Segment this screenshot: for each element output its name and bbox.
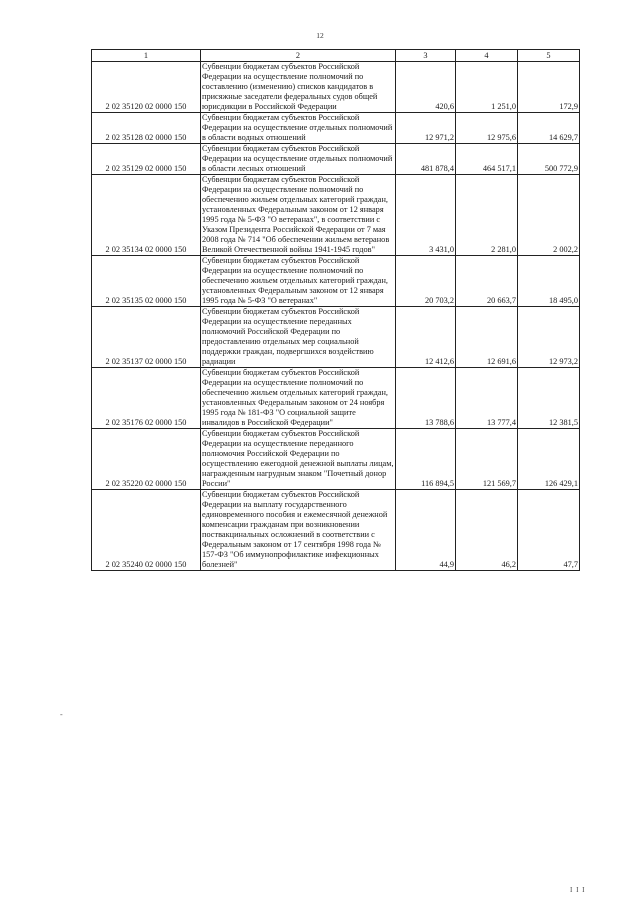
value-column-4: 121 569,7 <box>456 429 518 490</box>
value-column-4: 46,2 <box>456 490 518 571</box>
column-header-5: 5 <box>518 50 580 62</box>
table-row <box>92 175 580 256</box>
value-column-3: 20 703,2 <box>396 256 456 307</box>
value-column-3: 481 878,4 <box>396 144 456 175</box>
budget-code: 2 02 35176 02 0000 150 <box>92 368 201 429</box>
value-column-4: 13 777,4 <box>456 368 518 429</box>
budget-code: 2 02 35120 02 0000 150 <box>92 62 201 113</box>
table-row <box>92 307 580 368</box>
budget-code: 2 02 35128 02 0000 150 <box>92 113 201 144</box>
value-column-4: 464 517,1 <box>456 144 518 175</box>
value-column-4: 12 975,6 <box>456 113 518 144</box>
budget-code: 2 02 35129 02 0000 150 <box>92 144 201 175</box>
margin-mark: - <box>60 710 63 719</box>
page-number: 12 <box>316 31 324 40</box>
value-column-5: 2 002,2 <box>518 175 580 256</box>
subvention-description: Субвенции бюджетам субъектов Российской Федерации на осуществление переданных полномочий Российской Федерации по предоставлению отдельных мер социальной поддержки граждан, подвергшихся воздействию радиации <box>201 307 396 368</box>
value-column-3: 3 431,0 <box>396 175 456 256</box>
value-column-3: 44,9 <box>396 490 456 571</box>
budget-table <box>91 49 580 571</box>
column-header-4: 4 <box>456 50 518 62</box>
value-column-4: 2 281,0 <box>456 175 518 256</box>
table-row <box>92 256 580 307</box>
table-row <box>92 490 580 571</box>
column-header-1: 1 <box>92 50 201 62</box>
footer-mark: I I I <box>570 886 586 894</box>
subvention-description: Субвенции бюджетам субъектов Российской Федерации на осуществление полномочий по обеспечению жильем отдельных категорий граждан, установленных Федеральным законом от 12 января 1995 года № 5-ФЗ "О ветеранах", в соответствии с Указом Президента Российской Федерации от 7 мая 2008 года № 714 "Об обеспечении жильем ветеранов Великой Отечественной войны 1941-1945 годов" <box>201 175 396 256</box>
subvention-description: Субвенции бюджетам субъектов Российской Федерации на осуществление полномочий по составлению (изменению) списков кандидатов в присяжные заседатели федеральных судов общей юрисдикции в Российской Федерации <box>201 62 396 113</box>
column-header-2: 2 <box>201 50 396 62</box>
value-column-3: 12 412,6 <box>396 307 456 368</box>
value-column-5: 18 495,0 <box>518 256 580 307</box>
value-column-3: 13 788,6 <box>396 368 456 429</box>
value-column-5: 12 381,5 <box>518 368 580 429</box>
table-row <box>92 368 580 429</box>
budget-code: 2 02 35240 02 0000 150 <box>92 490 201 571</box>
budget-code: 2 02 35137 02 0000 150 <box>92 307 201 368</box>
value-column-5: 47,7 <box>518 490 580 571</box>
table-row <box>92 113 580 144</box>
value-column-3: 12 971,2 <box>396 113 456 144</box>
value-column-4: 20 663,7 <box>456 256 518 307</box>
column-header-3: 3 <box>396 50 456 62</box>
table-row <box>92 62 580 113</box>
subvention-description: Субвенции бюджетам субъектов Российской Федерации на осуществление полномочий по обеспечению жильем отдельных категорий граждан, установленных Федеральным законом от 12 января 1995 года № 5-ФЗ "О ветеранах" <box>201 256 396 307</box>
header-row <box>92 50 580 62</box>
subvention-description: Субвенции бюджетам субъектов Российской Федерации на осуществление отдельных полномочий в области водных отношений <box>201 113 396 144</box>
value-column-3: 116 894,5 <box>396 429 456 490</box>
subvention-description: Субвенции бюджетам субъектов Российской Федерации на осуществление переданного полномочия Российской Федерации по осуществлению ежегодной денежной выплаты лицам, награжденным нагрудным знаком "Почетный донор России" <box>202 429 394 488</box>
budget-code: 2 02 35134 02 0000 150 <box>92 175 201 256</box>
value-column-5: 12 973,2 <box>518 307 580 368</box>
budget-code: 2 02 35135 02 0000 150 <box>92 256 201 307</box>
subvention-description: Субвенции бюджетам субъектов Российской Федерации на осуществление отдельных полномочий в области лесных отношений <box>201 144 396 175</box>
subvention-description: Субвенции бюджетам субъектов Российской Федерации на осуществление полномочий по обеспечению жильем отдельных категорий граждан, установленных Федеральным законом от 24 ноября 1995 года № 181-ФЗ "О социальной защите инвалидов в Российской Федерации" <box>201 368 396 429</box>
value-column-5: 500 772,9 <box>518 144 580 175</box>
subvention-description: Субвенции бюджетам субъектов Российской Федерации на выплату государственного единовременного пособия и ежемесячной денежной компенсации гражданам при возникновении поствакцинальных осложнений в соответствии с Федеральным законом от 17 сентября 1998 года № 157-ФЗ "Об иммунопрофилактике инфекционных болезней" <box>201 490 396 571</box>
value-column-5: 172,9 <box>518 62 580 113</box>
budget-code: 2 02 35220 02 0000 150 <box>92 429 201 490</box>
value-column-4: 12 691,6 <box>456 307 518 368</box>
value-column-3: 420,6 <box>396 62 456 113</box>
value-column-5: 126 429,1 <box>518 429 580 490</box>
value-column-4: 1 251,0 <box>456 62 518 113</box>
table-row <box>92 429 580 490</box>
value-column-5: 14 629,7 <box>518 113 580 144</box>
table-row <box>92 144 580 175</box>
